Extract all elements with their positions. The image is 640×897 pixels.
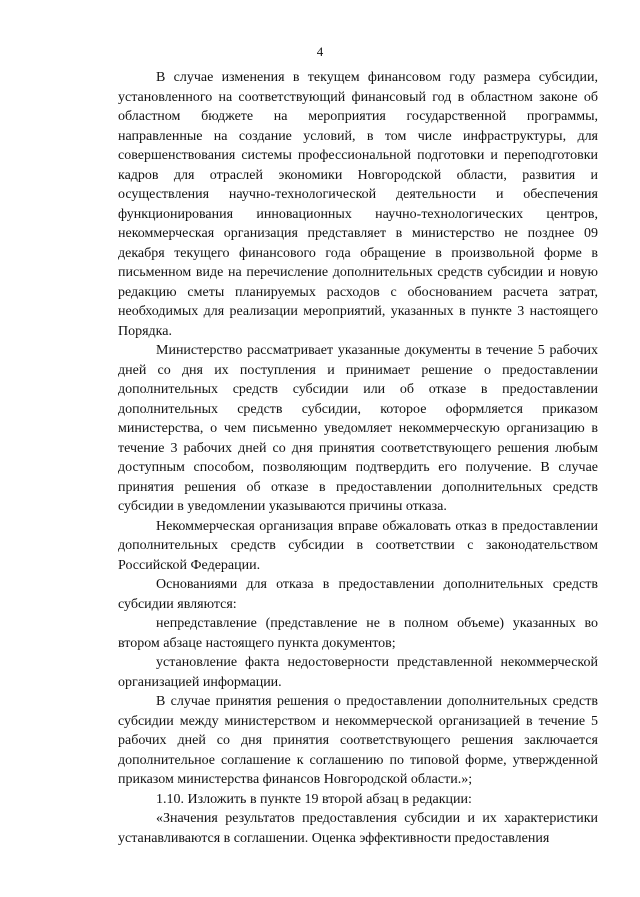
paragraph-ground-inaccuracy: установление факта недостоверности представленной некоммерческой организацией информации. [118,655,598,690]
paragraph-appeal: Некоммерческая организация вправе обжаловать отказ в предоставлении дополнительных средств субсидии в соответствии с законодательством Российской Федерации. [118,518,598,573]
paragraph-ground-non-submission: непредставление (представление не в полном объеме) указанных во втором абзаце настоящего пункта документов; [118,616,598,651]
paragraph-subsidy-change: В случае изменения в текущем финансовом году размера субсидии, установленного на соответствующий финансовый год в областном законе об областном бюджете на мероприятия государственной программы, направленные на создание условий, в том числе инфраструктуры, для совершенствования системы профессиональной подготовки и переподготовки кадров для отраслей экономики Новгородской области, развития и осуществления научно-технологической деятельности и обеспечения функционирования инновационных научно-технологических центров, некоммерческая организация представляет в министерство не позднее 09 декабря текущего финансового года обращение в произвольной форме в письменном виде на перечисление дополнительных средств субсидии и новую редакцию сметы планируемых расходов с обоснованием расчета затрат, необходимых для реализации мероприятий, указанных в пункте 3 настоящего Порядка. [118,70,598,339]
paragraph-refusal-grounds: Основаниями для отказа в предоставлении дополнительных средств субсидии являются: [118,577,598,612]
paragraph-results-values: «Значения результатов предоставления субсидии и их характеристики устанавливаются в соглашении. Оценка эффективности предоставления [118,811,598,846]
body-text [118,68,598,848]
page-number: 4 [316,44,324,59]
paragraph-item-1-10: 1.10. Изложить в пункте 19 второй абзац в редакции: [156,791,472,807]
paragraph-additional-agreement: В случае принятия решения о предоставлении дополнительных средств субсидии между министерством и некоммерческой организацией в течение 5 рабочих дней со дня принятия соответствующего решения заключается дополнительное соглашение к соглашению по типовой форме, утвержденной приказом министерства финансов Новгородской области.»; [118,694,598,787]
paragraph-ministry-review: Министерство рассматривает указанные документы в течение 5 рабочих дней со дня их поступления и принимает решение о предоставлении дополнительных средств субсидии или об отказе в предоставлении дополнительных средств субсидии, которое оформляется приказом министерства, о чем письменно уведомляет некоммерческую организацию в течение 3 рабочих дней со дня принятия соответствующего решения любым доступным способом, позволяющим подтвердить его получение. В случае принятия решения об отказе в предоставлении дополнительных средств субсидии в уведомлении указываются причины отказа. [118,343,598,514]
